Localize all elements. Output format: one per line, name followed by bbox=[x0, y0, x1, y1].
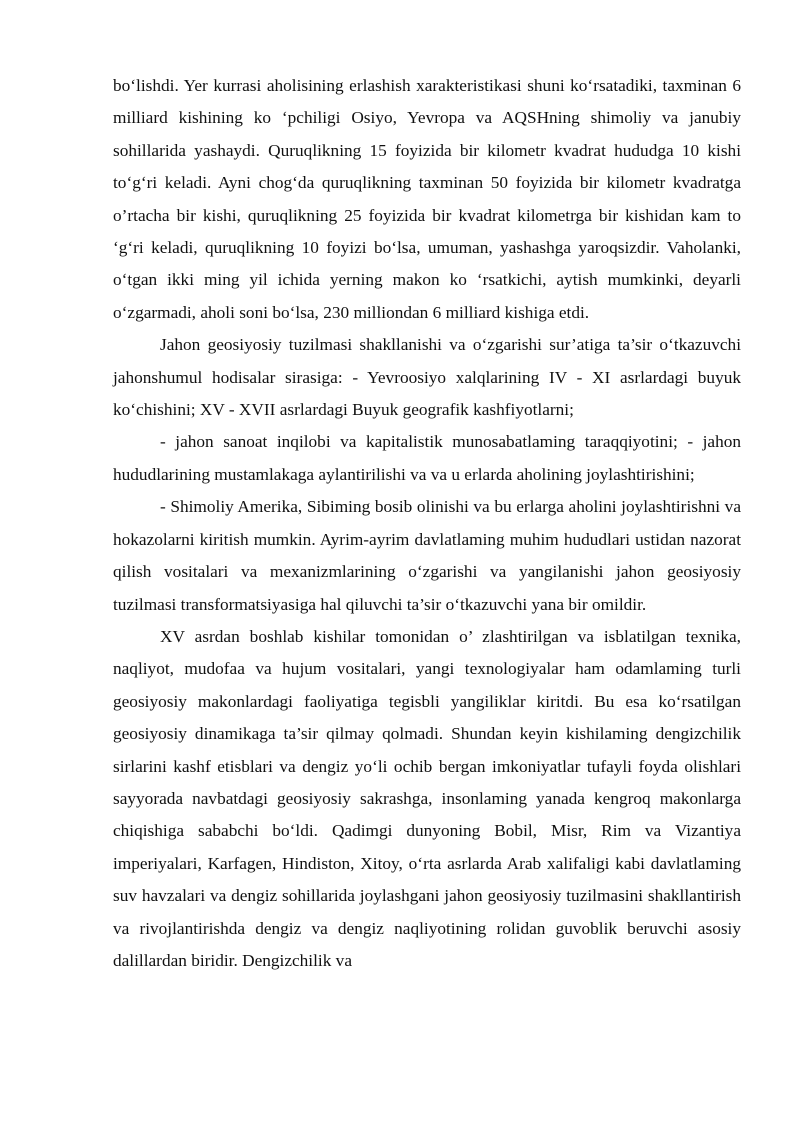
paragraph-fifteenth-century: XV asrdan boshlab kishilar tomonidan o’ zlashtirilgan va isblatilgan texnika, naqliyot, mudofaa va hujum vositalari, yangi texnologiyalar ham odamlaming turli geosiyosiy makonlardagi faoliyatiga tegisbli yangiliklar kiritdi. Bu esa ko‘rsatilgan geosiyosiy dinamikaga ta’sir qilmay qolmadi. Shundan keyin kishilaming dengizchilik sirlarini kashf etisblari va dengiz yo‘li ochib bergan imkoniyatlar tufayli foyda olishlari sayyorada navbatdagi geosiyosiy sakrashga, insonlaming yanada kengroq makonlarga chiqishiga sababchi bo‘ldi. Qadimgi dunyoning Bobil, Misr, Rim va Vizantiya imperiyalari, Karfagen, Hindiston, Xitoy, o‘rta asrlarda Arab xalifaligi kabi davlatlaming suv havzalari va dengiz sohillarida joylashgani jahon geosiyosiy tuzilmasini shakllantirish va rivojlantirishda dengiz va dengiz naqliyotining rolidan guvoblik beruvchi asosiy dalillardan biridir. Dengizchilik va bbox=[113, 626, 741, 970]
paragraph-geopolitical-structure: Jahon geosiyosiy tuzilmasi shakllanishi va o‘zgarishi sur’atiga ta’sir o‘tkazuvchi jahonshumul hodisalar sirasiga: - Yevroosiyo xalqlarining IV - XI asrlardagi buyuk ko‘chishini; XV - XVII asrlardagi Buyuk geografik kashfiyotlarni; bbox=[113, 335, 741, 420]
paragraph-north-america-siberia: - Shimoliy Amerika, Sibiming bosib olinishi va bu erlarga aholini joylashtirishni va hokazolarni kiritish mumkin. Ayrim-ayrim davlatlaming muhim hududlari ustidan nazorat qilish vositalari va mexanizmlarining o‘zgarishi va yangilanishi jahon geosiyosiy tuzilmasi transformatsiyasiga hal qiluvchi ta’sir o‘tkazuvchi yana bir omildir. bbox=[113, 497, 741, 614]
paragraph-continuation: bo‘lishdi. Yer kurrasi aholisining erlashish xarakteristikasi shuni ko‘rsatadiki, taxminan 6 milliard kishining ko ‘pchiligi Osiyo, Yevropa va AQSHning shimoliy va janubiy sohillarida yashaydi. Quruqlikning 15 foyizida bir kilometr kvadrat hududga 10 kishi to‘g‘ri keladi. Ayni chog‘da quruqlikning taxminan 50 foyizida bir kilometr kvadratga o’rtacha bir kishi, quruqlikning 25 foyizida bir kvadrat kilometrga bir kishidan kam to ‘g‘ri keladi, quruqlikning 10 foyizi bo‘lsa, umuman, yashashga yaroqsizdir. Vaholanki, o‘tgan ikki ming yil ichida yerning makon ko ‘rsatkichi, aytish mumkinki, deyarli o‘zgarmadi, aholi soni bo‘lsa, 230 milliondan 6 milliard kishiga etdi. bbox=[113, 76, 741, 322]
paragraph-industrial-revolution: - jahon sanoat inqilobi va kapitalistik munosabatlaming taraqqiyotini; - jahon hududlarining mustamlakaga aylantirilishi va va u erlarda aholining joylashtirishini; bbox=[113, 432, 741, 484]
document-page bbox=[113, 70, 741, 977]
